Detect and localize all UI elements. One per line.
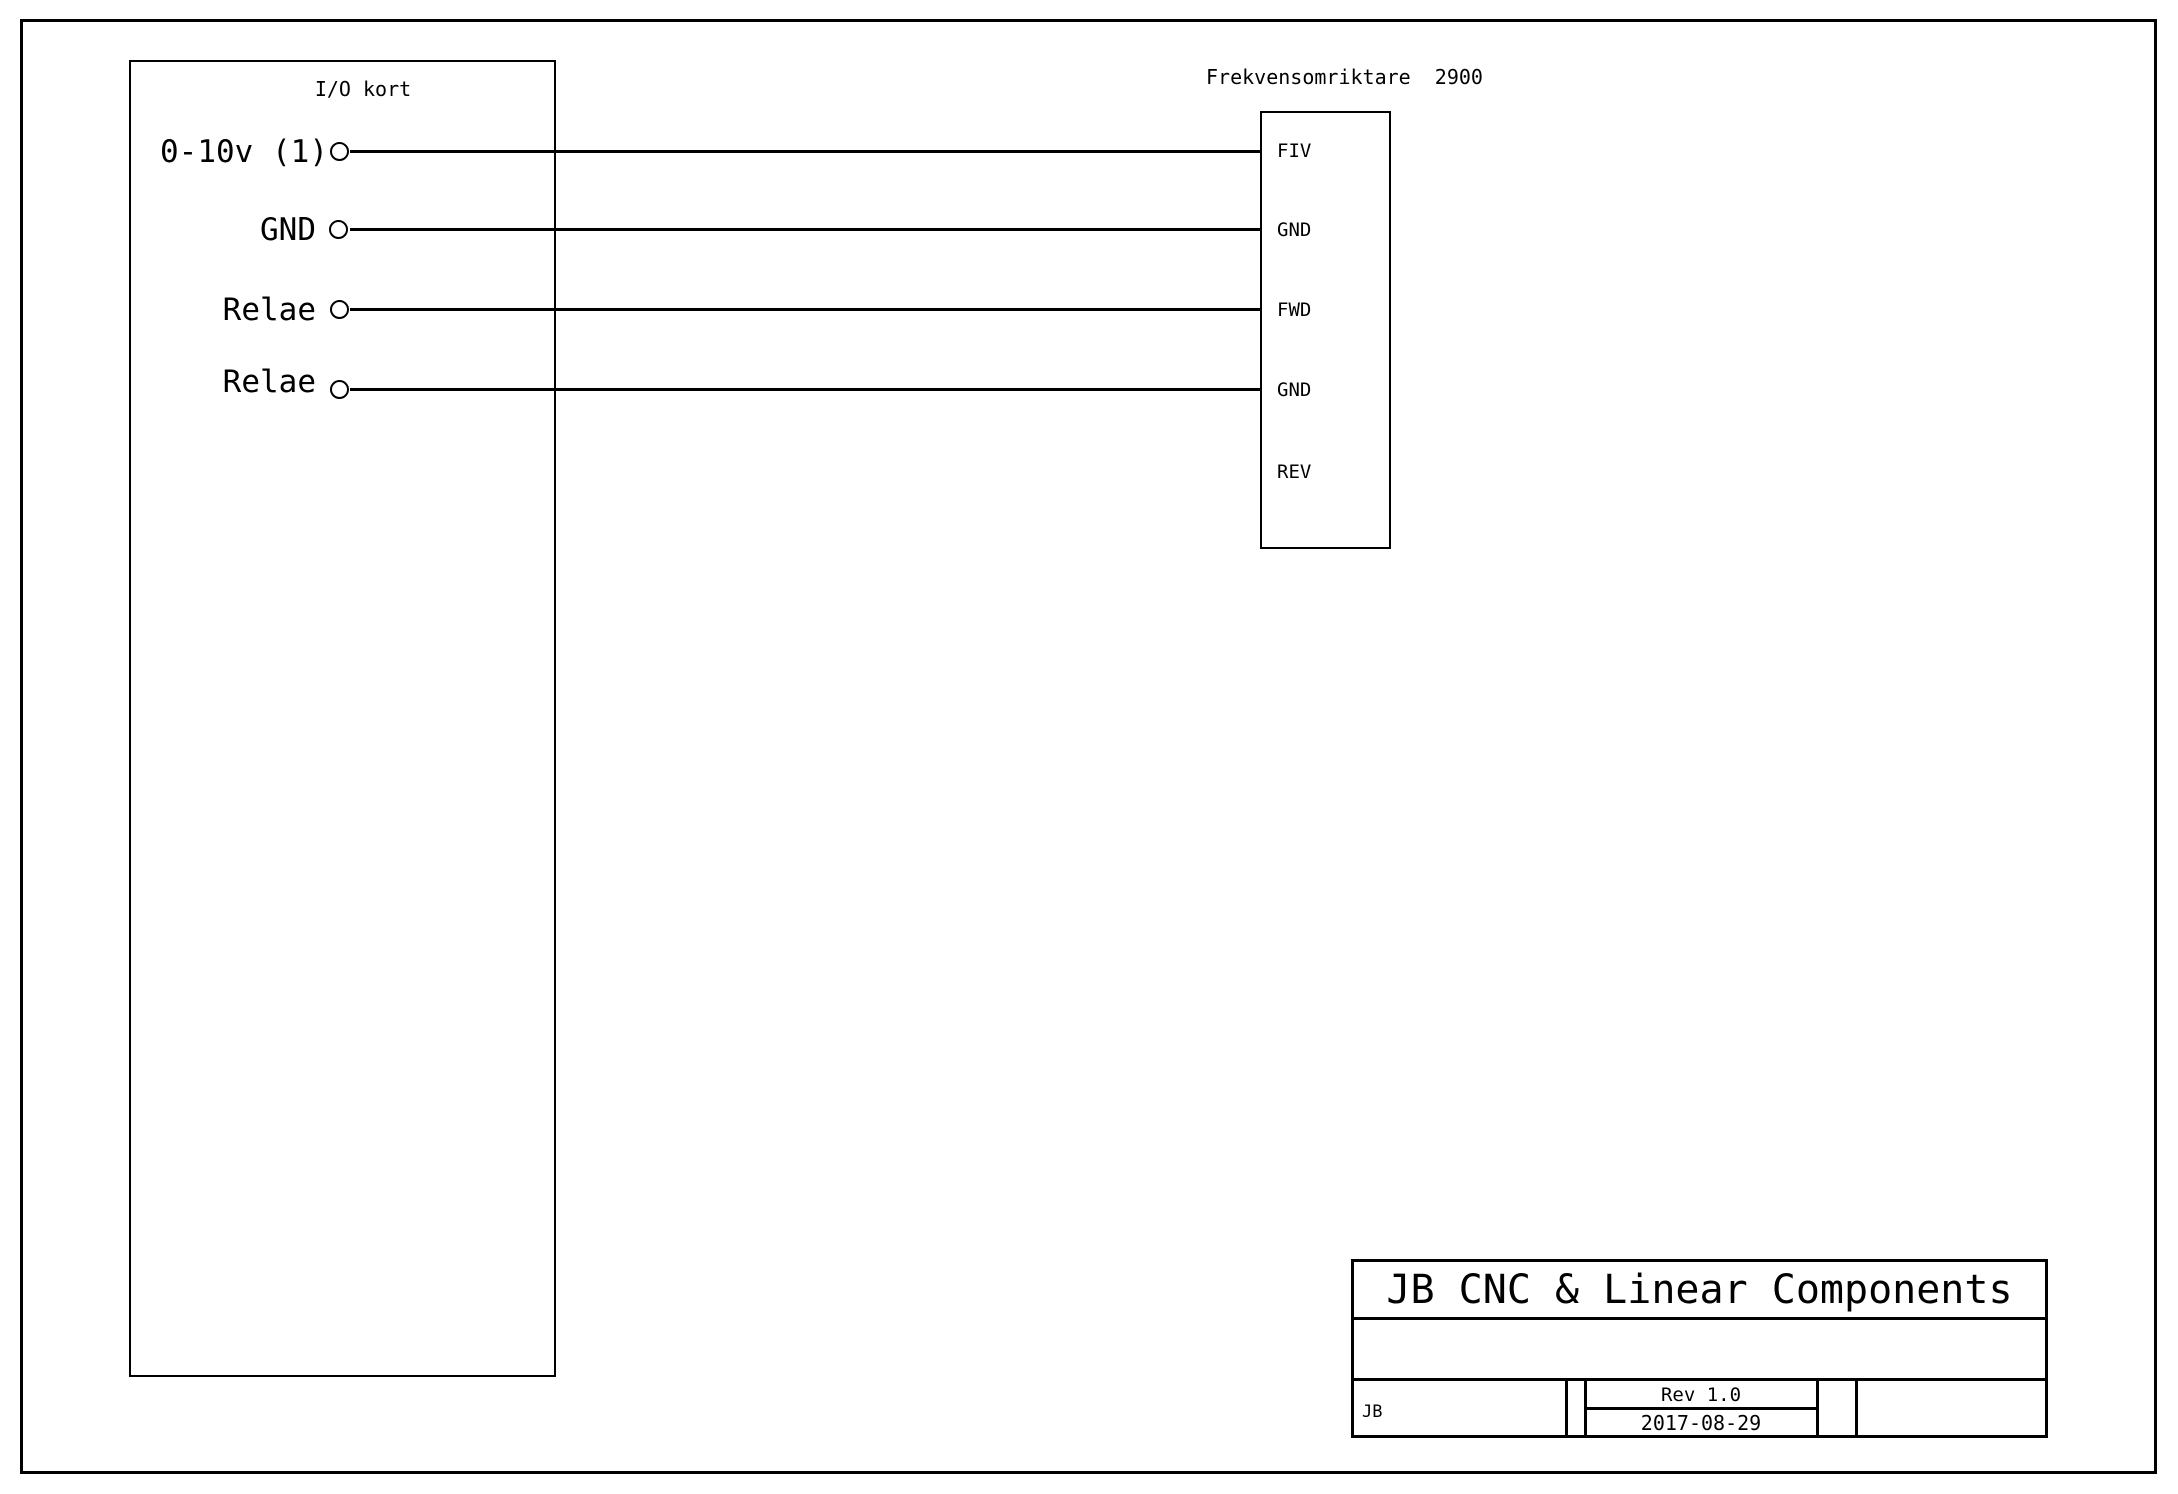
- io-pin-label-0-10v: 0-10v (1): [160, 134, 328, 170]
- drive-pin-label-gnd-2: GND: [1277, 379, 1312, 401]
- wire-0-10v-to-fiv: [350, 150, 1260, 153]
- drive-pin-label-rev: REV: [1277, 461, 1312, 483]
- company-name: JB CNC & Linear Components: [1386, 1267, 2013, 1313]
- terminal-circle-0: [330, 142, 349, 161]
- revision-label: Rev 1.0: [1660, 1384, 1742, 1406]
- frequency-converter-title: Frekvensomriktare 2900: [1206, 65, 1483, 89]
- title-block-column-line-4: [1855, 1379, 1858, 1438]
- io-pin-label-relae-2: Relae: [222, 364, 316, 400]
- io-card-title: I/O kort: [314, 77, 412, 101]
- terminal-circle-2: [330, 300, 349, 319]
- wire-relae-to-gnd: [350, 388, 1260, 391]
- drive-pin-label-fwd: FWD: [1277, 299, 1312, 321]
- terminal-circle-3: [330, 380, 349, 399]
- io-card-box: [129, 60, 556, 1377]
- title-block-column-line-1: [1565, 1379, 1568, 1438]
- date-label: 2017-08-29: [1640, 1411, 1762, 1435]
- wire-relae-to-fwd: [350, 308, 1260, 311]
- io-pin-label-relae-1: Relae: [222, 292, 316, 328]
- wire-gnd-to-gnd: [350, 228, 1260, 231]
- author-initials: JB: [1362, 1402, 1383, 1422]
- title-block-divider-bottom: [1351, 1378, 2048, 1381]
- drive-pin-label-gnd-1: GND: [1277, 219, 1312, 241]
- drive-pin-label-fiv: FIV: [1277, 140, 1312, 162]
- io-pin-label-gnd: GND: [260, 212, 316, 248]
- terminal-circle-1: [329, 220, 348, 239]
- title-block-divider-top: [1351, 1317, 2048, 1320]
